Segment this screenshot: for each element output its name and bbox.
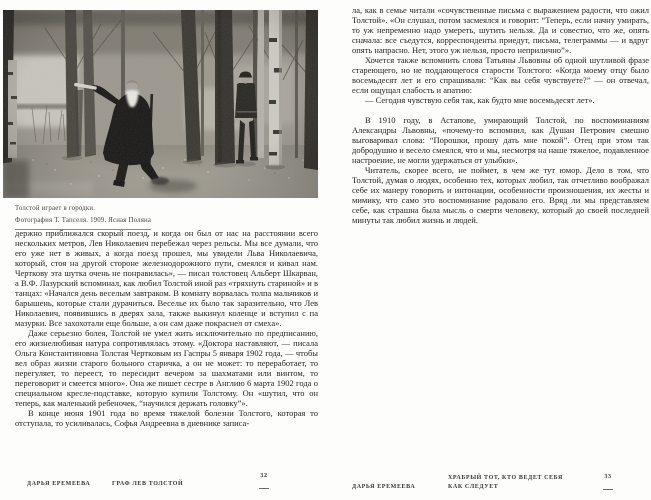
paragraph: Читатель, скорее всего, не поймет, в чем же тут юмор. Дело в том, что Толстой, думая о людях, особенно тех, которых любил, так отчетливо воображал себе их манеру говорить и интонации, особенности произношения, их жесты и мимику, что само это воспоминание радовало его. Вряд ли мы представляем себе, как страшна была мысль о смерти человеку, который до своей последней минуты так любил жизнь и людей. [352,165,649,225]
paragraph: Хочется также вспомнить слова Татьяны Львовны об одной шутливой фразе стареющего, но не поддающегося старости Толстого: «Когда моему отцу было восемьдесят лет и его спрашивали: “Как вы себя чувствуете?” — он отвечал, если ощущал слабость и апатию: [352,55,649,95]
footer-chapter-title [448,474,563,491]
paragraph: В конце июня 1901 года во время тяжелой болезни Толстого, которая то отступала, то усиливалась, Софья Андреевна в дневнике записа- [15,408,318,428]
right-page-body [352,5,649,225]
paragraph: — Сегодня чувствую себя так, как будто мне восемьдесят лет». [365,95,595,105]
footer-book-title: ГРАФ ЛЕВ ТОЛСТОЙ [112,481,184,487]
page-number-right: 33 [604,474,612,480]
footer-chapter-line2: КАК СЛЕДУЕТ [448,483,499,490]
footer-author-left: ДАРЬЯ ЕРЕМЕЕВА [27,481,91,487]
page-number-rule-right [603,489,613,490]
tolstoy-gorodki-photo [3,10,318,198]
paragraph: Даже серьезно болея, Толстой не умел жить исключительно по предписанию, его жизнелюбивая натура сопротивлялась этому. «Доктора наставляют, — писала Ольга Константиновна Толстая Чертковым из Гаспры 5 января 1902 года, — чтобы вел образ жизни старого больного старичка, а он не может: то переработает, то перегуляет, то переест, то пересидит вечером за шахматами или винтом, то переговорит и смеется много». Она же пишет сестре в Англию 6 марта 1902 года о специальном кресле-подставке, которую купили Толстому. Он «шутил, что он теперь, как маленький ребеночек, “научился держать головку”». [15,328,318,408]
page-number-left: 32 [260,473,268,479]
paragraph: ла, как в семье читали «сочувственные письма с выражением радости, что ожил Толстой». «Он слушал, потом засмеялся и говорит: “Теперь, если начну умирать, то уж непременно надо умереть, шутить нельзя. Да и совестно, что же, опять сначала: все съедутся, корреспонденты приедут, письма, телеграммы — и вдруг опять напрасно. Нет, этого уж нельзя, просто неприлично”». [352,5,649,55]
photo-caption [15,203,151,230]
page-number-rule-left [259,488,269,489]
left-page-body [15,228,318,428]
paragraph: держно приближался скорый поезд, и когда он был от нас на расстоянии всего нескольких метров, Лев Николаевич перебежал через рельсы. Мы все думали, что его уже нет в живых, а когда поезд прошел, мы увидели Льва Николаевича, который, стоя на другой стороне железнодорожного пути, смеялся и кивал нам. Черткову эта шутка очень не понравилась», — писал толстовец Альберт Шкарван, а В.Ф. Лазурский вспоминал, как любил Толстой иной раз «тряхнуть стариной» и в танцах: «Начался день веселым завтраком. В комнату ворвалась толпа мальчиков и барышень, которые стали дурачиться. Веселье их было так заразительно, что Лев Николаевич, появившись в дверях зала, также выкинул коленце и вступил с па мазурки. Все захохотали еще больше, а он сам даже покраснел от смеха». [15,228,318,328]
photo-caption-line2: Фотография Т. Тапселя. 1909. Ясная Поляна [15,215,151,231]
paragraph: В 1910 году, в Астапове, умирающий Толстой, по воспоминаниям Александры Львовны, «почему-то вспомнил, как Душан Петрович смешно выговаривал слова: “Порошки, прошу дать мне покой”. Отец при этом так добродушно и весело смеялся, что и мы, несмотря на наше тяжелое, подавленное настроение, не могли удержаться от улыбки». [352,115,649,165]
footer-author-right: ДАРЬЯ ЕРЕМЕЕВА [352,484,416,490]
photo-caption-line1: Толстой играет в городки. [15,205,96,212]
footer-chapter-line1: ХРАБРЫЙ ТОТ, КТО ВЕДЕТ СЕБЯ [448,475,563,481]
